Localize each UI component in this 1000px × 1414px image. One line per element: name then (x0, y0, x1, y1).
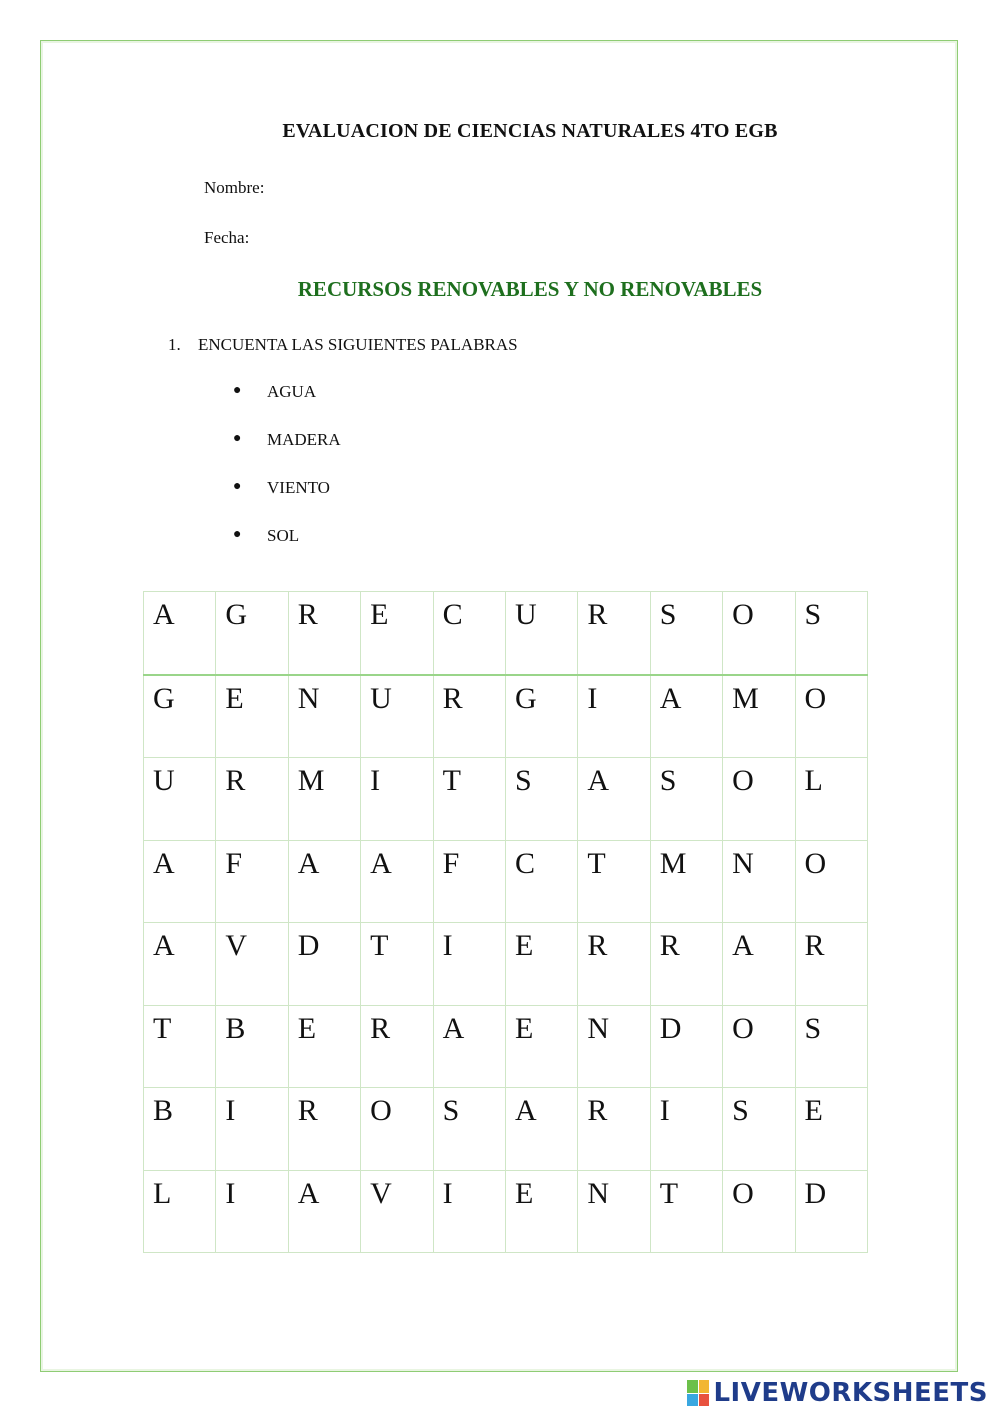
word-label: AGUA (267, 382, 317, 401)
grid-cell[interactable] (288, 840, 360, 923)
grid-letter: A (297, 846, 320, 880)
grid-cell[interactable] (650, 1005, 722, 1088)
list-item (230, 476, 341, 524)
grid-letter: L (153, 1176, 172, 1210)
grid-cell[interactable] (795, 923, 867, 1006)
grid-cell[interactable] (216, 675, 288, 758)
grid-letter: O (732, 598, 754, 631)
grid-letter: A (153, 929, 175, 962)
grid-letter: V (370, 1176, 392, 1210)
grid-letter: I (659, 1094, 670, 1127)
grid-cell[interactable] (361, 592, 433, 675)
word-label: VIENTO (267, 478, 330, 497)
grid-cell[interactable] (578, 923, 650, 1006)
grid-letter: A (442, 1011, 465, 1045)
grid-letter: T (659, 1176, 679, 1210)
grid-letter: R (659, 929, 680, 962)
grid-cell[interactable] (795, 592, 867, 675)
bullet-icon: ● (233, 479, 242, 494)
word-search-grid (143, 591, 868, 1253)
grid-cell[interactable] (433, 1088, 505, 1171)
grid-cell[interactable] (578, 840, 650, 923)
grid-letter: C (442, 598, 463, 631)
grid-cell[interactable] (578, 1088, 650, 1171)
grid-letter: A (514, 1094, 537, 1127)
grid-cell[interactable] (723, 592, 795, 675)
grid-letter: M (297, 764, 325, 797)
grid-cell[interactable] (650, 923, 722, 1006)
grid-cell[interactable] (723, 1005, 795, 1088)
grid-letter: U (514, 598, 537, 631)
grid-row (144, 592, 868, 675)
grid-letter: A (153, 846, 175, 880)
grid-letter: E (804, 1094, 823, 1127)
grid-cell[interactable] (288, 1005, 360, 1088)
word-label: MADERA (267, 430, 341, 449)
grid-letter: M (659, 846, 687, 880)
grid-letter: I (225, 1094, 236, 1127)
grid-cell[interactable] (723, 758, 795, 841)
grid-letter: N (297, 681, 320, 715)
grid-letter: D (659, 1011, 682, 1045)
grid-letter: G (225, 598, 248, 631)
bullet-icon: ● (233, 431, 242, 446)
grid-letter: E (370, 598, 389, 631)
grid-cell[interactable] (216, 758, 288, 841)
instruction-text: ENCUENTA LAS SIGUIENTES PALABRAS (198, 335, 518, 354)
grid-letter: R (297, 598, 318, 631)
grid-letter: E (514, 929, 534, 962)
grid-letter: F (225, 846, 243, 880)
list-item (230, 524, 341, 572)
grid-row (144, 1005, 868, 1088)
grid-letter: S (804, 598, 822, 631)
grid-letter: T (153, 1011, 172, 1045)
grid-cell[interactable] (144, 1005, 216, 1088)
grid-letter: U (153, 764, 175, 797)
grid-row (144, 675, 868, 758)
grid-cell[interactable] (361, 923, 433, 1006)
bullet-icon: ● (233, 527, 242, 542)
grid-cell[interactable] (288, 675, 360, 758)
grid-letter: R (297, 1094, 318, 1127)
grid-letter: T (370, 929, 389, 962)
grid-letter: O (732, 764, 754, 797)
grid-letter: S (732, 1094, 749, 1127)
grid-letter: L (804, 764, 823, 797)
grid-cell[interactable] (433, 1005, 505, 1088)
grid-cell[interactable] (505, 1088, 577, 1171)
grid-letter: O (370, 1094, 392, 1127)
grid-row (144, 758, 868, 841)
grid-cell[interactable] (216, 923, 288, 1006)
grid-letter: D (297, 929, 320, 962)
brand-name: LIVEWORKSHEETS (713, 1378, 988, 1408)
grid-cell[interactable] (144, 758, 216, 841)
grid-cell[interactable] (288, 1170, 360, 1253)
page-title: EVALUACION DE CIENCIAS NATURALES 4TO EGB (282, 120, 778, 142)
grid-cell[interactable] (288, 592, 360, 675)
grid-cell[interactable] (433, 923, 505, 1006)
grid-cell[interactable] (795, 675, 867, 758)
grid-cell[interactable] (288, 923, 360, 1006)
grid-letter: F (442, 846, 460, 880)
grid-letter: C (514, 846, 535, 880)
grid-cell[interactable] (144, 675, 216, 758)
grid-cell[interactable] (361, 675, 433, 758)
grid-letter: R (587, 1094, 608, 1127)
list-item (230, 380, 341, 428)
grid-letter: R (587, 598, 608, 631)
grid-row (144, 1170, 868, 1253)
grid-letter: T (442, 764, 461, 797)
grid-cell[interactable] (505, 758, 577, 841)
grid-cell[interactable] (795, 1170, 867, 1253)
grid-cell[interactable] (144, 1170, 216, 1253)
grid-cell[interactable] (144, 923, 216, 1006)
grid-letter: E (225, 681, 244, 715)
grid-letter: A (297, 1176, 320, 1210)
grid-cell[interactable] (650, 675, 722, 758)
brand-icon (687, 1380, 709, 1406)
grid-cell[interactable] (795, 758, 867, 841)
grid-letter: E (297, 1011, 317, 1045)
grid-letter: S (659, 764, 677, 797)
grid-cell[interactable] (144, 1088, 216, 1171)
grid-letter: B (153, 1094, 174, 1127)
grid-cell[interactable] (650, 758, 722, 841)
grid-cell[interactable] (361, 1088, 433, 1171)
grid-letter: S (442, 1094, 460, 1127)
list-item (230, 428, 341, 476)
grid-cell[interactable] (216, 840, 288, 923)
grid-cell[interactable] (288, 758, 360, 841)
grid-cell[interactable] (216, 592, 288, 675)
grid-cell[interactable] (144, 592, 216, 675)
grid-letter: R (225, 764, 246, 797)
grid-letter: I (370, 764, 381, 797)
grid-cell[interactable] (433, 675, 505, 758)
grid-letter: I (225, 1176, 236, 1210)
grid-cell[interactable] (650, 1088, 722, 1171)
grid-letter: S (514, 764, 532, 797)
grid-letter: B (225, 1011, 246, 1045)
grid-letter: A (732, 929, 754, 962)
grid-letter: O (732, 1011, 754, 1045)
grid-letter: S (804, 1011, 822, 1045)
grid-letter: M (732, 681, 759, 715)
grid-cell[interactable] (795, 840, 867, 923)
grid-row (144, 923, 868, 1006)
grid-letter: A (659, 681, 682, 715)
grid-letter: U (370, 681, 392, 715)
grid-letter: N (587, 1176, 610, 1210)
word-list (230, 380, 341, 572)
grid-cell[interactable] (578, 1005, 650, 1088)
grid-cell[interactable] (723, 1170, 795, 1253)
grid-letter: R (442, 681, 463, 715)
grid-row (144, 840, 868, 923)
grid-letter: E (514, 1176, 534, 1210)
grid-letter: A (153, 598, 175, 631)
grid-letter: R (587, 929, 608, 962)
grid-letter: A (370, 846, 392, 880)
grid-cell[interactable] (795, 1088, 867, 1171)
grid-cell[interactable] (723, 923, 795, 1006)
grid-cell[interactable] (505, 923, 577, 1006)
grid-cell[interactable] (578, 675, 650, 758)
grid-cell[interactable] (723, 675, 795, 758)
grid-letter: V (225, 929, 248, 962)
grid-letter: G (153, 681, 175, 715)
grid-letter: O (804, 846, 827, 880)
grid-cell[interactable] (505, 1005, 577, 1088)
grid-cell[interactable] (795, 1005, 867, 1088)
grid-cell[interactable] (433, 1170, 505, 1253)
grid-cell[interactable] (650, 592, 722, 675)
grid-letter: T (587, 846, 606, 880)
grid-cell[interactable] (433, 758, 505, 841)
grid-cell[interactable] (433, 592, 505, 675)
section-subtitle: RECURSOS RENOVABLES Y NO RENOVABLES (297, 277, 763, 301)
grid-letter: D (804, 1176, 827, 1210)
grid-letter: G (514, 681, 537, 715)
instruction (168, 335, 518, 355)
date-label: Fecha: (204, 228, 250, 247)
grid-cell[interactable] (578, 1170, 650, 1253)
grid-letter: A (587, 764, 610, 797)
grid-cell[interactable] (723, 1088, 795, 1171)
grid-cell[interactable] (216, 1170, 288, 1253)
grid-letter: I (442, 1176, 453, 1210)
grid-cell[interactable] (650, 840, 722, 923)
grid-letter: R (804, 929, 825, 962)
grid-cell[interactable] (650, 1170, 722, 1253)
grid-cell[interactable] (433, 840, 505, 923)
brand-logo (687, 1378, 988, 1408)
grid-letter: R (370, 1011, 391, 1045)
bullet-icon: ● (233, 383, 242, 398)
grid-cell[interactable] (505, 1170, 577, 1253)
instruction-number: 1. (168, 335, 181, 354)
grid-letter: N (732, 846, 754, 880)
grid-letter: O (804, 681, 827, 715)
word-label: SOL (267, 526, 300, 545)
grid-cell[interactable] (216, 1005, 288, 1088)
grid-cell[interactable] (361, 840, 433, 923)
grid-letter: E (514, 1011, 534, 1045)
grid-cell[interactable] (505, 592, 577, 675)
grid-cell[interactable] (361, 758, 433, 841)
grid-row (144, 1088, 868, 1171)
grid-cell[interactable] (361, 1170, 433, 1253)
grid-letter: N (587, 1011, 610, 1045)
grid-cell[interactable] (144, 840, 216, 923)
grid-cell[interactable] (505, 840, 577, 923)
name-label: Nombre: (204, 178, 265, 197)
grid-letter: S (659, 598, 677, 631)
grid-cell[interactable] (578, 592, 650, 675)
grid-letter: I (442, 929, 453, 962)
grid-cell[interactable] (578, 758, 650, 841)
grid-cell[interactable] (288, 1088, 360, 1171)
grid-cell[interactable] (361, 1005, 433, 1088)
grid-cell[interactable] (216, 1088, 288, 1171)
grid-letter: I (587, 681, 598, 715)
grid-letter: O (732, 1176, 754, 1210)
grid-cell[interactable] (723, 840, 795, 923)
grid-cell[interactable] (505, 675, 577, 758)
